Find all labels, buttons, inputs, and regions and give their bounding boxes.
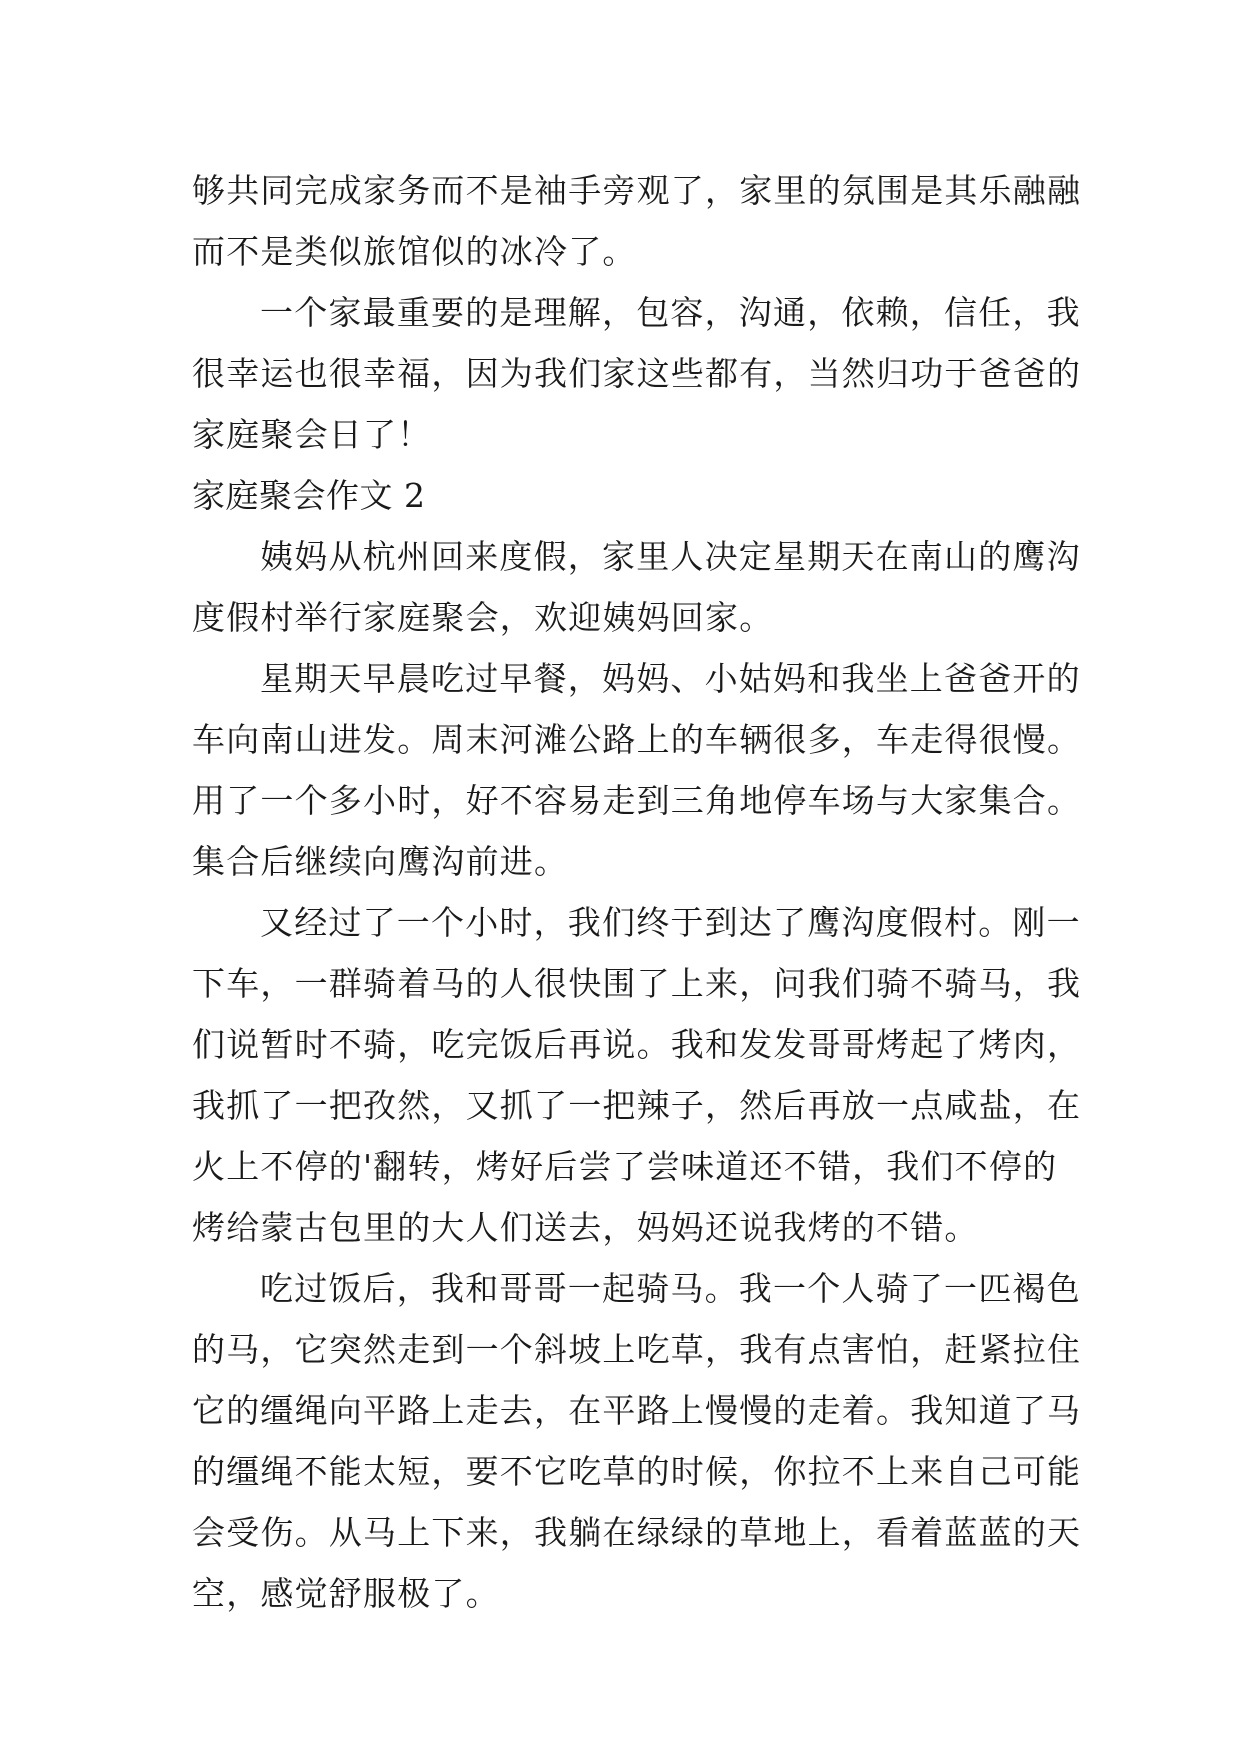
- text-line: 空，感觉舒服极了。: [192, 1574, 500, 1613]
- text-line: 够共同完成家务而不是袖手旁观了，家里的氛围是其乐融融: [192, 171, 1082, 210]
- text-line: 下车，一群骑着马的人很快围了上来，问我们骑不骑马，我: [192, 964, 1082, 1003]
- paragraph-start-line: 姨妈从杭州回来度假，家里人决定星期天在南山的鹰沟: [260, 537, 1081, 576]
- text-line: 度假村举行家庭聚会，欢迎姨妈回家。: [192, 598, 774, 637]
- section-heading: 家庭聚会作文 2: [192, 476, 426, 515]
- text-line: 的马，它突然走到一个斜坡上吃草，我有点害怕，赶紧拉住: [192, 1330, 1082, 1369]
- text-line: 火上不停的'翻转，烤好后尝了尝味道还不错，我们不停的: [192, 1147, 1058, 1186]
- paragraph-start-line: 吃过饭后，我和哥哥一起骑马。我一个人骑了一匹褐色: [260, 1269, 1081, 1308]
- text-line: 们说暂时不骑，吃完饭后再说。我和发发哥哥烤起了烤肉，: [192, 1025, 1082, 1064]
- text-line: 集合后继续向鹰沟前进。: [192, 842, 569, 881]
- text-line: 会受伤。从马上下来，我躺在绿绿的草地上，看着蓝蓝的天: [192, 1513, 1082, 1552]
- text-line: 它的缰绳向平路上走去，在平路上慢慢的走着。我知道了马: [192, 1391, 1082, 1430]
- paragraph-start-line: 星期天早晨吃过早餐，妈妈、小姑妈和我坐上爸爸开的: [260, 659, 1081, 698]
- text-line: 车向南山进发。周末河滩公路上的车辆很多，车走得很慢。: [192, 720, 1082, 759]
- paragraph-start-line: 一个家最重要的是理解，包容，沟通，依赖，信任，我: [260, 293, 1081, 332]
- text-line: 家庭聚会日了！: [192, 415, 432, 454]
- text-line: 我抓了一把孜然，又抓了一把辣子，然后再放一点咸盐，在: [192, 1086, 1082, 1125]
- document-page: [192, 160, 1082, 1624]
- text-line: 的缰绳不能太短，要不它吃草的时候，你拉不上来自己可能: [192, 1452, 1082, 1491]
- text-line: 烤给蒙古包里的大人们送去，妈妈还说我烤的不错。: [192, 1208, 979, 1247]
- text-line: 很幸运也很幸福，因为我们家这些都有，当然归功于爸爸的: [192, 354, 1082, 393]
- paragraph-start-line: 又经过了一个小时，我们终于到达了鹰沟度假村。刚一: [260, 903, 1081, 942]
- text-line: 用了一个多小时，好不容易走到三角地停车场与大家集合。: [192, 781, 1082, 820]
- text-line: 而不是类似旅馆似的冰冷了。: [192, 232, 637, 271]
